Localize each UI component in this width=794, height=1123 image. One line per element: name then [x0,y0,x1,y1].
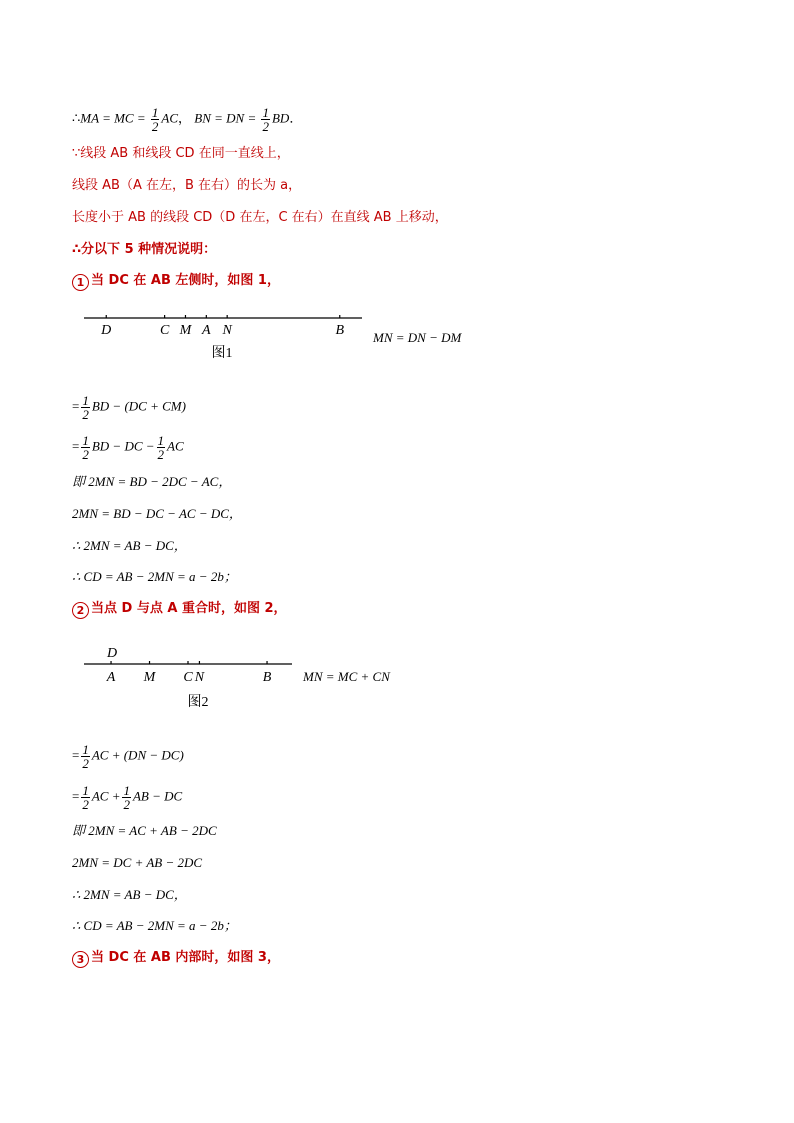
circled-number-3: 3 [72,951,89,968]
fraction-one-half: $\frac{1}{2}$ [151,105,159,134]
figure-2-top-label: D [106,646,118,661]
point-label-M: M [143,670,156,685]
case-1-heading: 1 当 DC 在 AB 左侧时，如图 1， [72,273,280,291]
point-label-C: C [159,323,170,338]
point-label-B: B [262,670,272,685]
point-label-M: M [179,323,192,338]
equation-2e: ∴ 2MN = AB − DC， [72,887,187,902]
equation-2a: = $\frac{1}{2}$ AC + (DN − DC) [72,742,184,771]
case-3-heading: 3 当 DC 在 AB 内部时，如图 3， [72,950,280,968]
statement-ab-length: 线段 AB（A 在左，B 在右）的长为 a， [72,178,302,193]
figure-1 [82,308,372,363]
equation-2b: = $\frac{1}{2}$ AC + $\frac{1}{2}$ AB − DC [72,783,183,812]
point-label-N: N [194,670,205,685]
point-label-D: D [101,323,112,338]
statement-cd-moves: 长度小于 AB 的线段 CD（D 在左，C 在右）在直线 AB 上移动， [72,210,448,225]
statement-five-cases: ∴分以下 5 种情况说明： [72,242,217,257]
figure-1-caption: 图1 [211,346,233,361]
equation-1b: = $\frac{1}{2}$ BD − DC − $\frac{1}{2}$ AC [72,433,184,462]
figure-2-caption: 图2 [187,695,209,710]
point-label-N: N [222,323,232,338]
equation-1c: 即 2MN = BD − 2DC − AC， [72,474,232,489]
point-label-C: C [183,670,193,685]
figure-1-equation: MN = DN − DM [373,330,462,345]
figure-2 [82,642,302,712]
equation-1d: 2MN = BD − DC − AC − DC， [72,506,242,521]
point-label-A: A [202,323,211,338]
equation-2f: ∴ CD = AB − 2MN = a − 2b； [72,918,237,933]
circled-number-1: 1 [72,274,89,291]
equation-2d: 2MN = DC + AB − 2DC [72,855,203,870]
point-label-A: A [106,670,116,685]
point-label-B: B [335,323,345,338]
figure-2-equation: MN = MC + CN [303,669,390,684]
equation-2c: 即 2MN = AC + AB − 2DC [72,823,217,838]
case-2-heading: 2 当点 D 与点 A 重合时，如图 2， [72,601,287,619]
statement-same-line: ∵线段 AB 和线段 CD 在同一直线上， [72,146,290,161]
equation-1e: ∴ 2MN = AB − DC， [72,538,187,553]
equation-1f: ∴ CD = AB − 2MN = a − 2b； [72,569,237,584]
fraction-one-half: $\frac{1}{2}$ [262,105,269,134]
equation-ma-mc: ∴MA = MC = $\frac{1}{2}$ AC， BN = DN = $\frac{1}{2}$ BD． [72,105,303,134]
equation-1a: = $\frac{1}{2}$ BD − (DC + CM) [72,393,186,422]
circled-number-2: 2 [72,602,89,619]
